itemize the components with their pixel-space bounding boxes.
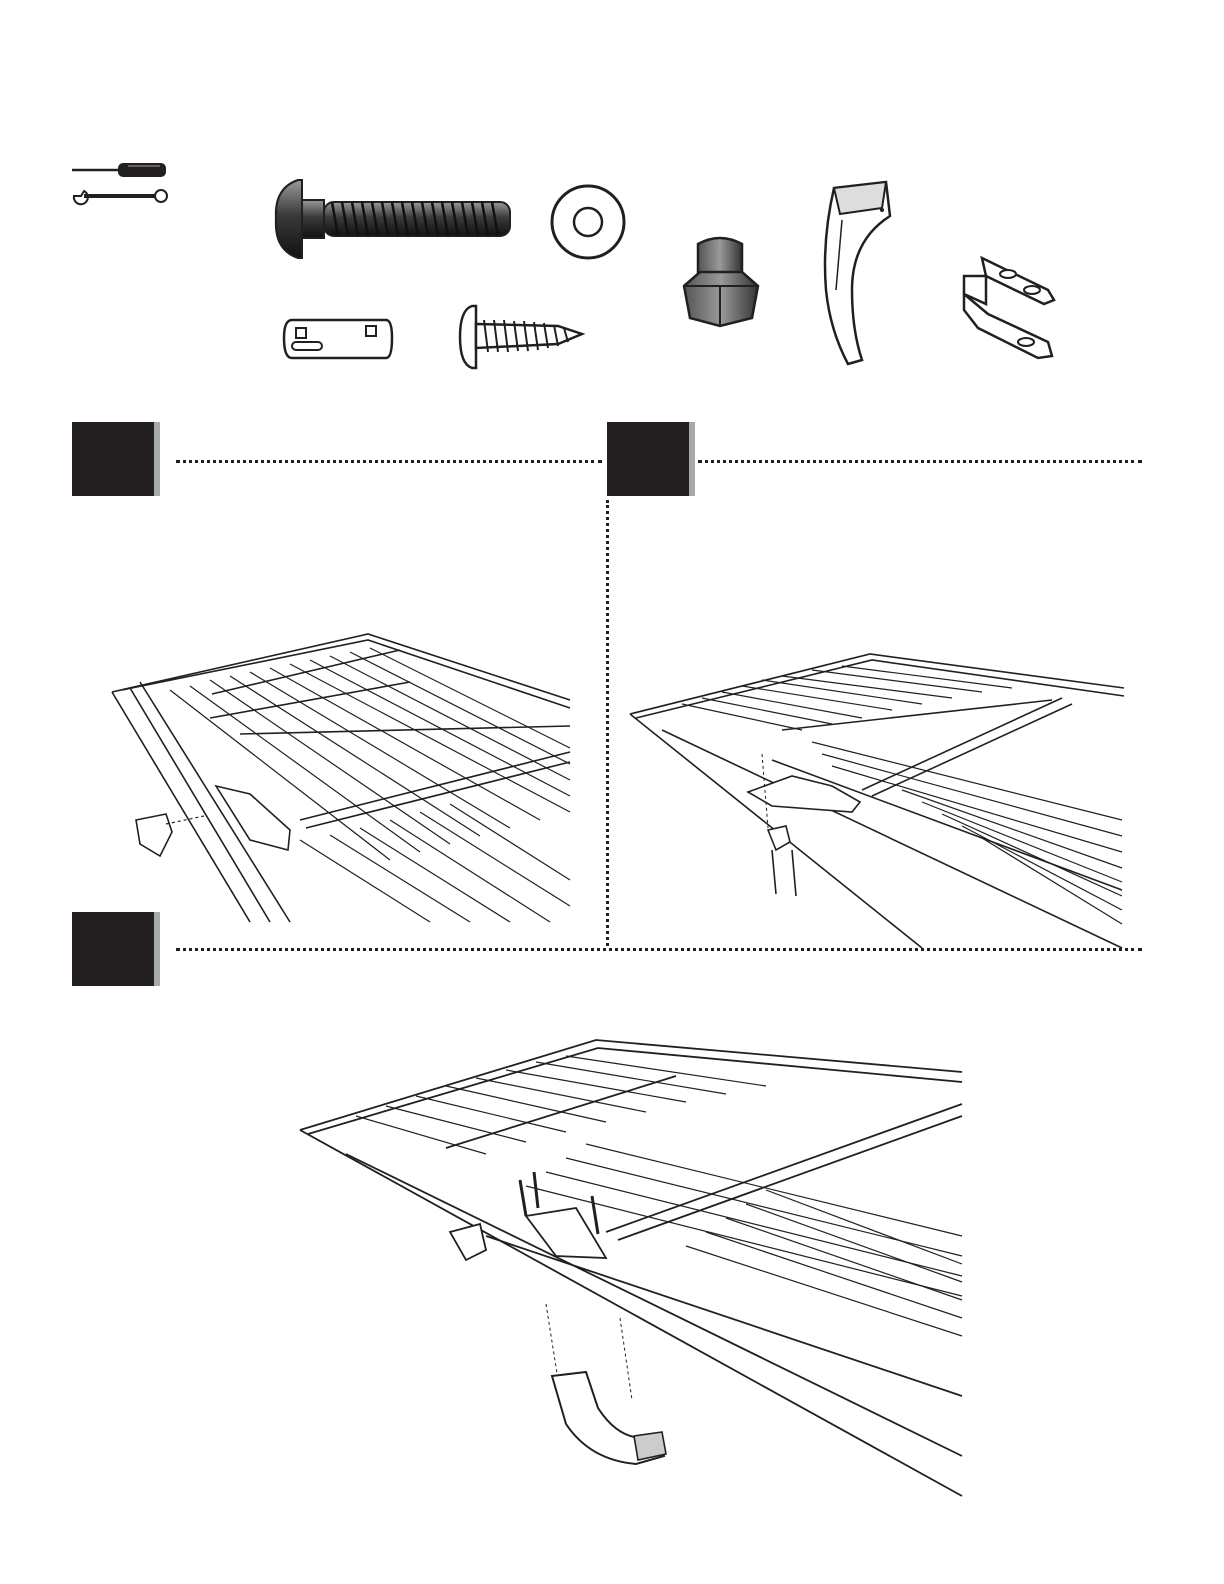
- plate-spacer: [282, 316, 394, 362]
- cap-nut: [680, 236, 762, 328]
- step-2-divider: [698, 460, 1142, 463]
- step-2-illustration: [622, 650, 1124, 948]
- flat-washer: [550, 184, 630, 264]
- step-3-illustration: [286, 1036, 962, 1496]
- handle: [812, 180, 898, 366]
- step-1-number-box: [72, 422, 154, 496]
- step-1-divider: [176, 460, 602, 463]
- wrench-icon: [70, 186, 170, 206]
- column-divider: [606, 500, 609, 946]
- carriage-bolt: [272, 178, 517, 260]
- step-3-divider: [176, 948, 1142, 951]
- screwdriver-icon: [70, 158, 170, 182]
- step-2-number-box: [607, 422, 689, 496]
- pan-head-screw: [458, 304, 588, 370]
- step-1-illustration: [100, 630, 570, 925]
- z-bracket: [958, 254, 1058, 360]
